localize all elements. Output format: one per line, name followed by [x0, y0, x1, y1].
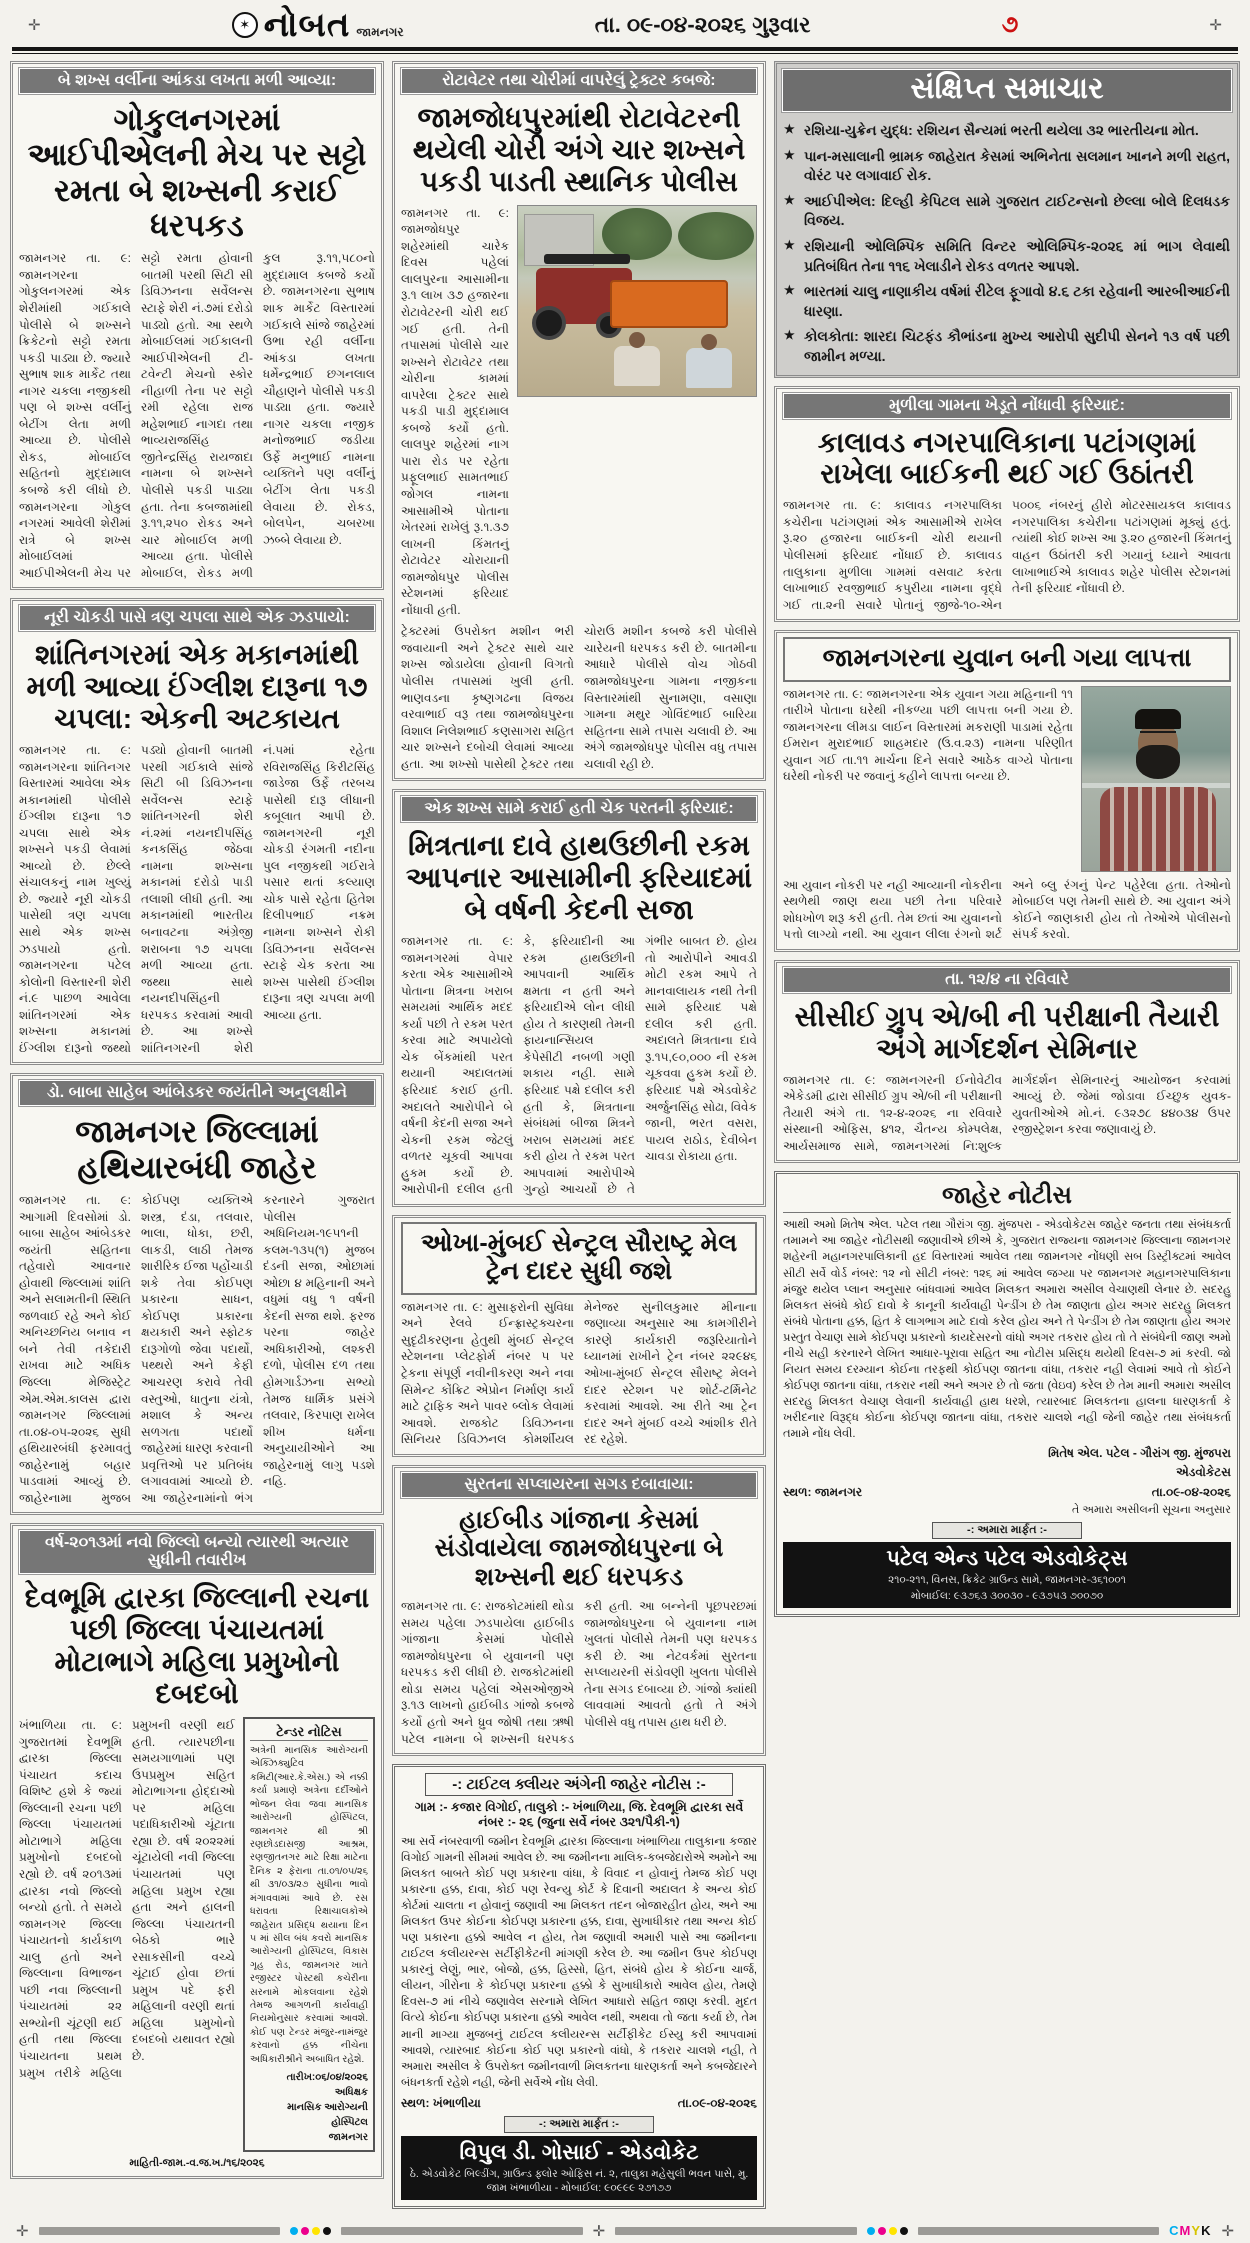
page-columns	[10, 61, 1240, 2217]
notice-place: સ્થળ: ખંભાળીયા	[401, 2095, 481, 2110]
tender-notice-box	[243, 1717, 375, 2152]
article-headline: મિત્રતાના દાવે હાથઉછીની રકમ આપનાર આસામીની ફરિયાદમાં બે વર્ષની કેદની સજા	[405, 830, 753, 926]
photo-person-head-shape	[701, 334, 717, 350]
newspaper-logo-text: નોબત	[263, 5, 351, 44]
article-ipl-betting	[10, 61, 384, 590]
title-clear-public-notice	[392, 1764, 766, 2209]
registration-mark-icon: ✛	[1209, 17, 1222, 34]
article-headline: હાઈબીડ ગાંજાના કેસમાં સંડોવાયેલા જામજોધપુરના બે શખ્સની થઈ ધરપકડ	[434, 1505, 724, 1591]
advocate-name: વિપુલ ડી. ગોસાઈ - એડવોકેટ	[459, 2140, 699, 2164]
article-weapons-ban	[10, 1073, 384, 1515]
nobat-logo-emblem-icon: ✶	[232, 12, 258, 38]
article-ganja-arrests	[392, 1465, 766, 1756]
registration-mark-icon: ✛	[16, 2222, 29, 2240]
article-kicker: બે શખ્સ વર્લીના આંકડા લખતા મળી આવ્યા:	[19, 68, 375, 94]
photo-tree-shape	[602, 208, 672, 260]
notice-via-label: -: અમારા માર્ફત :-	[504, 2116, 654, 2133]
photo-wheel-shape	[532, 306, 566, 340]
article-body-continued: આ યુવાન નોકરી પર નહી આવ્યાની નોકરીના સ્થળેથી જાણ થયા પછી તેના પરિવારે શોધખોળ શરૂ કરી હતી. તેમ છતાં આ યુવાનનો પત્તો લાગ્યો નથી. આ યુવાન લીલા રંગનો શર્ટ અને બ્લુ રંગનું પેન્ટ પહેરેલા હતા. તેઓનો મોબાઈલ પણ તેમની સાથે છે. આ યુવાન અંગે કોઈને જાણકારી હોય તો તેઓએ પોલીસનો સંપર્ક કરવો.	[783, 877, 1231, 942]
article-headline: દેવભૂમિ દ્વારકા જિલ્લાની રચના પછી જિલ્લા પંચાયતમાં મોટાભાગે મહિલા પ્રમુખોનો દબદબો	[24, 1582, 370, 1710]
cmyk-dots-icon	[290, 2227, 331, 2235]
article-kicker: એક શખ્સ સામે કરાઈ હતી ચેક પરતની ફરિયાદ:	[401, 796, 757, 822]
notice-title: -: ટાઈટલ ક્લીયર અંગેની જાહેર નોટીસ :-	[425, 1773, 733, 1796]
yellow-dot	[312, 2227, 320, 2235]
photo-person-head-shape	[629, 332, 645, 348]
article-body: જામનગર તા. ૯: કાલાવડ નગરપાલિકા કચેરીના પટાંગણમાં એક આસામીએ રાખેલ રૂ.૨૦ હજારના બાઈકની ચોરી થયાની પોલીસમાં ફરિયાદ નોંધાઈ છે. કાલાવડ તાલુકાના મુળીલા ગામમાં વસવાટ કરતા લાખાભાઈ રવજીભાઈ કપુરીયા નામના વૃદ્ધે ગઈ તા.૨ની સવારે પોતાનું જીજે-૧૦-એન ૫૦૦૬ નંબરનું હીરો મોટરસાયકલ કાલાવડ નગરપાલિકા કચેરીના પટાંગણમાં મૂક્યું હતું. ત્યાંથી કોઈ શખ્સ આ રૂ.૨૦ હજારની કિંમતનું વાહન ઉઠાંતરી કરી ગયાનું ધ્યાને આવતા લાખાભાઈએ કાલાવડ શહેર પોલીસ સ્ટેશનમાં તેની ફરિયાદ નોંધાવી છે.	[783, 498, 1231, 612]
photo-person-shirt-shape	[1100, 787, 1216, 871]
article-kicker: ડો. બાબા સાહેબ આંબેડકર જયંતીને અનુલક્ષીને	[19, 1080, 375, 1106]
advocate-box	[783, 1542, 1231, 1608]
notice-title: જાહેર નોટીસ	[783, 1180, 1231, 1213]
cmyk-label: CMYK	[1169, 2223, 1212, 2239]
magenta-dot	[878, 2227, 886, 2235]
notice-signatories-role: એડવોકેટસ	[1176, 1464, 1231, 1479]
article-cheque-return-case	[392, 789, 766, 1206]
article-kicker: સુરતના સપ્લાયરના સગડ દબાવાયા:	[401, 1472, 757, 1498]
brief-news-item: ★ રશિયા-યુક્રેન યુદ્ધ: રશિયન સૈન્યમાં ભરતી થયેલા ૩૨ ભારતીયના મોત.	[782, 118, 1232, 144]
public-notice-box	[774, 1171, 1240, 1617]
notice-property-details: ગામ :- કજાર વિગોઈ, તાલુકો :- ખંભાળિયા, જિ. દેવભૂમિ દ્વારકા સર્વે નંબર :- ૨૬ (જુના સર્વે નંબર ૩૨૧/પૈકી-૧)	[414, 1800, 744, 1830]
tender-signatory: અધિક્ષક	[334, 2087, 368, 2099]
article-kicker: મુળીલા ગામના ખેડૂતે નોંધાવી ફરિયાદ:	[783, 393, 1231, 419]
article-headline: ગોકુલનગરમાં આઈપીએલની મેચ પર સટ્ટો રમતા બે શખ્સની કરાઈ ધરપકડ	[27, 102, 367, 243]
article-body: જામનગર તા. ૯: મુસાફરોની સુવિધા અને રેલવે ઈન્ફ્રાસ્ટ્રક્ચરના સુદૃઢીકરણના હેતુથી મુંબઈ સેન્ટ્રલ સ્ટેશનના પ્લેટફોર્મ નંબર ૫ પર ટ્રેકના સંપૂર્ણ નવીનીકરણ અને નવા સિમેન્ટ કોંક્રિટ એપ્રોન નિર્માણ કાર્ય માટે ટ્રાફિક અને પાવર બ્લોક લેવામાં આવશે. રાજકોટ ડિવિઝનના સિનિયર ડિવિઝનલ કોમર્શીયલ મેનેજર સુનીલકુમાર મીનાના જણાવ્યા અનુસાર આ કામગીરીને કારણે કાર્યકારી જરૂરિયાતોને ધ્યાનમાં રાખીને ટ્રેન નંબર ૨૨૯૪૬ ઓખા-મુંબઈ સેન્ટ્રલ સૌરાષ્ટ્ર મેલને દાદર સ્ટેશન પર શોર્ટ-ટર્મિનેટ કરવામાં આવશે. આ રીતે આ ટ્રેન દાદર અને મુંબઈ વચ્ચે આંશીક રીતે રદ રહેશે.	[401, 1299, 757, 1447]
newspaper-logo	[232, 6, 404, 45]
article-headline: ઓખા-મુંબઈ સેન્ટ્રલ સૌરાષ્ટ્ર મેલ ટ્રેન દાદર સુધી જશે	[401, 1222, 757, 1295]
magenta-dot	[301, 2227, 309, 2235]
photo-tractor-canopy-shape	[544, 254, 630, 264]
print-bar	[918, 2227, 1160, 2235]
article-headline: સીસીઈ ગ્રુપ એ/બી ની પરીક્ષાની તૈયારી અંગે માર્ગદર્શન સેમિનાર	[794, 1000, 1220, 1064]
brief-news-box	[774, 61, 1240, 378]
advocate-address: ૨૧૦-૨૧૧, વિનસ, ક્રિકેટ ગ્રાઉન્ડ સામે, જામનગર-૩૬૧૦૦૧	[888, 1573, 1126, 1586]
article-headline: જામનગરના યુવાન બની ગયા લાપત્તા	[783, 637, 1231, 682]
article-body: જામનગર તા. ૯: રાજકોટમાંથી થોડા સમય પહેલા ઝડપાયેલા હાઈબીડ ગાંજાના કેસમાં પોલીસે જામજોધપુરના બે યુવાનની પણ ધરપકડ કરી લીધી છે. રાજકોટમાંથી થોડા સમય પહેલાં એસઓજીએ રૂ.૧૩ લાખનો હાઈબીડ ગાંજો કબજે કર્યો હતો અને ધ્રુવ જોષી તથા ઋષી પટેલ નામના બે શખ્સની ધરપકડ કરી હતી. આ બન્નેની પૂછપરછમાં જામજોધપુરના બે યુવાનના નામ ખુલતાં પોલીસે તેમની પણ ધરપકડ કરી છે. આ નેટવર્કમાં સુરતના સપ્લાયરની સંડોવણી ખુલતા પોલીસે તેના સગડ દબાવ્યા છે. ગાંજો ક્યાંથી લાવવામાં આવતો હતો તે અંગે પોલીસે વધુ તપાસ હાથ ધરી છે.	[401, 1599, 757, 1746]
info-dept-reference: માહિતી-જામ.-વ.જ.ખ./૧૬/૨૦૨૬	[129, 2157, 265, 2170]
photo-beard-shape	[1136, 745, 1180, 779]
article-body: જામનગર તા. ૯: જામનગરની ઈનોવેટીવ એકેડમી દ્વારા સીસીઈ ગ્રુપ એ/બી ની પરીક્ષાની તૈયારી અંગે તા. ૧૨-૪-૨૦૨૬ ના રવિવારે સંસ્થાની ઓફિસ, ૪૧૨, ચૈતન્ય કોમ્પલેક્ષ, આર્યસમાજ સામે, જામનગરમાં નિ:શુલ્ક માર્ગદર્શન સેમિનારનું આયોજન કરવામાં આવ્યું છે. જેમાં જોડાવા ઈચ્છુક યુવક-યુવતીઓએ મો.નં. ૯૩૨૭૮ ૪૪૦૩૪ ઉપર રજીસ્ટ્રેશન કરવા જણાવાયું છે.	[783, 1072, 1231, 1153]
article-kalavad-bike-theft	[774, 386, 1240, 623]
article-kicker: રોટાવેટર તથા ચોરીમાં વાપરેલું ટ્રેક્ટર કબજે:	[401, 68, 757, 94]
left-column	[10, 61, 384, 2187]
article-kicker: નૂરી ચોકડી પાસે ત્રણ ચપલા સાથે એક ઝડપાયો:	[19, 605, 375, 631]
article-body: જામનગર તા. ૯: જામનગરના ગોકુલનગરમાં એક શેરીમાંથી ગઈકાલે પોલીસે બે શખ્સને ક્રિકેટનો સટ્ટો રમતા પકડી પાડ્યા છે. જ્યારે સુભાષ શાક માર્કેટ તથા નાગર ચકલા નજીકથી પણ બે શખ્સ વર્લીનું બેટીંગ લેતા મળી આવ્યા છે. પોલીસે રોકડ, મોબાઈલ સહિતનો મુદ્દામાલ કબજે કરી લીધો છે. જામનગરના ગોકુલ નગરમાં આવેલી શેરીમાં રાત્રે બે શખ્સ મોબાઈલમાં આઈપીએલની મેચ પર સટ્ટો રમતા હોવાની બાતમી પરથી સિટી સી ડિવિઝનના સર્વેલન્સ સ્ટાફે શેરી નં.૭માં દરોડો પાડ્યો હતો. આ સ્થળે મોબાઈલમાં ગઈકાલની આઈપીએલની ટી-ટવેન્ટી મેચનો સ્કોર નીહાળી તેના પર સટ્ટો રમી રહેલા રાજ મહેશભાઈ નાગદા તથા ભાવ્યરાજસિંહ જીતેન્દ્રસિંહ રાયજાદા નામના બે શખ્સને પોલીસે પકડી પાડ્યા હતા. તેના કબજામાંથી રૂ.૧૧,૨૫૦ રોકડ અને ચાર મોબાઈલ મળી આવ્યા હતા. પોલીસે મોબાઈલ, રોકડ મળી કુલ રૂ.૧૧,૫૮૦નો મુદ્દામાલ કબજે કર્યો છે. જામનગરના સુભાષ શાક માર્કેટ વિસ્તારમાં ગઈકાલે સાંજે જાહેરમાં ઉભા રહી વર્લીના આંકડા લખતા ધર્મેન્દ્રભાઈ છગનલાલ ચૌહાણને પોલીસે પકડી પાડ્યા હતા. જ્યારે નાગર ચકલા નજીક મનોજભાઈ જડીયા ઉર્ફે મનુભાઈ નામના વ્યક્તિને પણ વર્લીનું બેટીંગ લેતા પકડી લેવાયા છે. રોકડ, બોલપેન, ચબરખા ઝબ્બે લેવાયા છે.	[19, 251, 375, 580]
middle-column	[392, 61, 766, 2217]
black-dot	[900, 2227, 908, 2235]
article-headline: જામનગર જિલ્લામાં હથિયારબંધી જાહેર	[75, 1114, 319, 1185]
missing-person-photo	[1081, 686, 1231, 872]
article-missing-youth	[774, 630, 1240, 952]
article-body: જામનગર તા. ૯: આગામી દિવસોમાં ડો. બાબા સાહેબ આંબેડકર જયંતી સહિતના તહેવારો આવનાર હોવાથી જિલ્લામાં શાંતિ અને સલામતીની સ્થિતિ જળવાઈ રહે અને કોઈ અનિચ્છનિય બનાવ ન બને તેવી તકેદારી રાખવા માટે અધિક જિલ્લા મેજિસ્ટ્રેટ એમ.એમ.કાલસ દ્વારા જામનગર જિલ્લામાં તા.૦૪-૦૫-૨૦૨૬ સુધી હથિયારબંધી ફરમાવતું જાહેરનામું બહાર પાડવામાં આવ્યું છે. જાહેરનામા મુજબ કોઈપણ વ્યક્તિએ શસ્ત્ર, દંડા, તલવાર, ભાલા, ધોકા, છરી, લાકડી, લાઠી તેમજ શારીરિક ઈજા પહોંચાડી શકે તેવા કોઈપણ પ્રકારના સાધન, કોઈપણ પ્રકારના ક્ષયકારી અને સ્ફોટક દારૂગોળો જેવા પદાર્થો, પથ્થરો અને કેફી આચરણ કરાવે તેવી વસ્તુઓ, ધાતુના યંત્રો, મશાલ કે અન્ય સળગતા પદાર્થો જાહેરમાં ધારણ કરવાની પ્રવૃત્તિઓ પર પ્રતિબંધ લગાવવામાં આવ્યો છે. આ જાહેરનામાંનો ભંગ કરનારને ગુજરાત પોલીસ અધિનિયમ-૧૯૫૧ની કલમ-૧૩૫(૧) મુજબ દંડની સજા, ઓછામાં ઓછા ૪ મહિનાની અને વધુમાં વધુ ૧ વર્ષની કેદની સજા થશે. ફરજ પરના જાહેર અધિકારીઓ, લશ્કરી દળો, પોલીસ દળ તથા હોમગાર્ડઝના સભ્યો તેમજ ધાર્મિક પ્રસંગે તલવાર, કિરપાણ રાખેલ શીખ ધર્મના અનુયાયીઓને આ જાહેરનામું લાગુ પડશે નહિ.	[19, 1193, 375, 1505]
photo-cap-shape	[1135, 709, 1181, 729]
brief-news-item: ★ ભારતમાં ચાલુ નાણાકીય વર્ષમાં રીટેલ ફૂગાવો ૪.૬ ટકા રહેવાની આરબીઆઈની ધારણા.	[782, 279, 1232, 324]
photo-tree-shape	[678, 212, 754, 260]
brief-news-item: ★ પાન-મસાલાની ભ્રામક જાહેરાત કેસમાં અભિનેતા સલમાન ખાનને મળી રાહત, વોરંટ પર લગાવાઈ રોક.	[782, 144, 1232, 189]
photo-rotavator-shape	[610, 280, 728, 328]
tender-city: જામનગર	[328, 2132, 368, 2144]
article-kicker: તા. ૧૨/૪ ના રવિવારે	[783, 967, 1231, 993]
print-bar	[39, 2227, 281, 2235]
brief-news-title: સંક્ષિપ્ત સમાચાર	[782, 69, 1232, 112]
photo-person-shape	[614, 346, 660, 386]
article-body: જામનગર તા. ૯: જામનગરના એક યુવાન ગયા મહિનાની ૧૧ તારીખે પોતાના ઘરેથી નીકળ્યા પછી લાપત્તા બની ગયા છે. જામનગરના લીમડા લાઈન વિસ્તારમાં મકરાણી પાડામાં રહેતા ઈમરાન મુરાદભાઈ શાહમદાર (ઉ.વ.૨૩) નામના પરિણીત યુવાન ગઈ તા.૧૧ માર્ચના દિને સવારે આઠેક વાગ્યે પોતાના ઘરેથી નોકરી પર જવાનું કહીને લાપત્તા બન્યા છે.	[783, 686, 1073, 784]
notice-date: તા.૦૯-૦૪-૨૦૨૬	[1151, 1484, 1231, 1499]
article-headline: શાંતિનગરમાં એક મકાનમાંથી મળી આવ્યા ઈંગ્લીશ દારૂના ૧૭ ચપલા: એકની અટકાયત	[26, 639, 368, 735]
tender-org: માનસિક આરોગ્યની હોસ્પિટલ	[287, 2102, 368, 2129]
cmyk-dots-icon	[867, 2227, 908, 2235]
article-body: જામનગર તા. ૯: જામનગરના શાંતિનગર વિસ્તારમાં આવેલા એક મકાનમાંથી પોલીસે ઈંગ્લીશ દારૂના ૧૭ ચપલા સાથે એક શખ્સને પકડી લેવામાં આવ્યો છે. છેલ્લે સંચાલકનું નામ ખુલ્યું છે. જ્યારે નૂરી ચોકડી પાસેથી ત્રણ ચપલા સાથે એક શખ્સ ઝડપાયો હતો. જામનગરના પટેલ કોલોની વિસ્તારની શેરી નં.૯ પાછળ આવેલા શાંતિનગરમાં એક શખ્સના મકાનમાં ઈંગ્લીશ દારૂનો જથ્થો પડ્યો હોવાની બાતમી પરથી ગઈકાલે સાંજે સિટી બી ડિવિઝનના સર્વેલન્સ સ્ટાફે શાંતિનગરની શેરી નં.૨માં નયનદીપસિંહ કનકસિંહ જેઠવા નામના શખ્સના મકાનમાં દરોડો પાડી તલાશી લીધી હતી. આ મકાનમાંથી ભારતીય બનાવટના અંગ્રેજી શરાબના ૧૭ ચપલા મળી આવ્યા હતા. જથ્થા સાથે નયનદીપસિંહની ધરપકડ કરવામાં આવી છે. આ શખ્સે શાંતિનગરની શેરી નં.૫માં રહેતા રવિરાજસિંહ કિરીટસિંહ જાડેજા ઉર્ફે તરબચ પાસેથી દારૂ લીધાની કબૂલાત આપી છે. જામનગરની નૂરી ચોકડી રંગમતી નદીના પુલ નજીકથી ગઈરાત્રે પસાર થતાં કલ્યાણ ચોક પાસે રહેતા હિતેશ દિલીપભાઈ નક્રમ નામના શખ્સને રોકી ડિવિઝનના સર્વેલન્સ સ્ટાફે ચેક કરતા આ શખ્સ પાસેથી ઈંગ્લીશ દારૂના ત્રણ ચપલા મળી આવ્યા હતા.	[19, 742, 375, 1055]
print-bar	[615, 2227, 857, 2235]
brief-news-item: ★ કોલકોતા: શારદા ચિટફંડ કૌભાંડના મુખ્ય આરોપી સુદીપી સેનને ૧૩ વર્ષ પછી જામીન મળ્યા.	[782, 324, 1232, 369]
article-dwarka-panchayat	[10, 1523, 384, 2179]
brief-news-item: ★ આઈપીએલ: દિલ્હી કેપિટલ સામે ગુજરાત ટાઈટન્સનો છેલ્લા બોલે દિલધડક વિજય.	[782, 189, 1232, 234]
print-bar	[341, 2227, 583, 2235]
article-headline: કાલાવડ નગરપાલિકાના પટાંગણમાં રાખેલા બાઈકની થઈ ગઈ ઉઠાંતરી	[817, 426, 1197, 490]
masthead-rule	[12, 47, 1238, 54]
print-registration-strip	[10, 2223, 1240, 2239]
notice-place: સ્થળ: જામનગર	[783, 1484, 863, 1499]
masthead	[10, 3, 1240, 47]
article-headline: જામજોધપુરમાંથી રોટાવેટરની થયેલી ચોરી અંગે ચાર શખ્સને પકડી પાડતી સ્થાનિક પોલીસ	[412, 102, 746, 197]
article-saurashtra-mail-train	[392, 1215, 766, 1457]
advocate-address: ઠે. એડવોકેટ બિલ્ડીંગ, ગ્રાઉન્ડ ફ્લોર ઓફિસ નં. ૨, તાલુકા મહેસુલી ભવન પાસે, મુ. જામ ખંભાળીયા - મોબાઈલ: ૯૦૯૯૯ ૨૭૧૭૭	[409, 2167, 749, 2194]
notice-date: તા.૦૯-૦૪-૨૦૨૬	[677, 2095, 757, 2110]
registration-mark-icon: ✛	[28, 17, 41, 34]
article-rotavator-theft	[392, 61, 766, 781]
advocate-mobile: મોબાઈલ: ૯૩૭૬૩ ૩૦૦૩૦ - ૯૩૭૫૩ ૭૦૦૭૦	[910, 1590, 1104, 1603]
cyan-dot	[290, 2227, 298, 2235]
right-column	[774, 61, 1240, 1625]
article-body-continued: ટ્રેક્ટરમાં ઉપરોક્ત મશીન ભરી જવાયાની અને ટ્રેક્ટર સાથે ચાર શખ્સ જોડાયેલા હોવાની વિગતો પોલીસ તપાસમાં ખુલી હતી. ભાણવડના કૃષ્ણગઢના વિજય વરવાભાઈ વરૂ તથા જામજોધપુરના વિશાલ નિલેશભાઈ કણસાગરા સહિત ચાર શખ્સને દબોચી લેવામાં આવ્યા હતા. આ શખ્સો પાસેથી ટ્રેક્ટર તથા ચોરાઉ મશીન કબજે કરી પોલીસે ચારેયની ધરપકડ કરી છે. બાતમીના આધારે પોલીસે વોચ ગોઠવી જામજોધપુરના ગામના નજીકના વિસ્તારમાંથી સુનામણા, વસાણા ગામના મથુર ગોવિંદભાઈ બારિયા સહિતના સામે તપાસ ચલાવી છે. આ અંગે જામજોધપુર પોલીસ વધુ તપાસ ચલાવી રહી છે.	[401, 624, 757, 771]
yellow-dot	[889, 2227, 897, 2235]
advocate-firm-name: પટેલ એન્ડ પટેલ એડવોકેટ્સ	[886, 1546, 1128, 1570]
edition-date: તા. ૦૯-૦૪-૨૦૨૬ ગુરૂવાર	[594, 12, 811, 37]
cyan-dot	[867, 2227, 875, 2235]
tender-notice-signature	[250, 2070, 368, 2145]
article-body: જામનગર તા. ૯: જામજોધપુર શહેરમાંથી ચારેક દિવસ પહેલાં લાલપુરના આસામીના રૂ.૧ લાખ ૩૭ હજારના રોટાવેટરની ચોરી થઈ ગઈ હતી. તેની તપાસમાં પોલીસે ચાર શખ્સને રોટાવેટર તથા ચોરીના કામમાં વાપરેલા ટ્રેક્ટર સાથે પકડી પાડી મુદ્દામાલ કબજે કર્યો હતો. લાલપુર શહેરમાં નાગ પારા રોડ પર રહેતા પ્રફૂલભાઈ સામતભાઈ જોગલ નામના આસામીએ પોતાના ખેતરમાં રાખેલું રૂ.૧.૩૭ લાખની કિંમતનું રોટાવેટર ચોરાયાની જામજોધપુર પોલીસ સ્ટેશનમાં ફરિયાદ નોંધાવી હતી.	[401, 205, 509, 617]
photo-glasses-shape	[1140, 731, 1176, 739]
advocate-box	[401, 2136, 757, 2200]
newspaper-logo-city: જામનગર	[356, 24, 404, 39]
notice-body: આથી અમો મિતેષ એલ. પટેલ તથા ગૌરાંગ જી. મુંજપરા - એડવોકેટસ જાહેર જનતા તથા સંબંધકર્તા તમામને આ જાહેર નોટીસથી જણાવીએ છીએ કે, ગુજરાત રાજ્યના જામનગર જિલ્લાના જામનગર શહેરની મહાનગરપાલિકાની હદ વિસ્તારમાં આવેલ તથા જામનગર નોંધણી સબ ડિસ્ટ્રીક્ટમાં આવેલ સીટી સર્વે વોર્ડ નંબર: ૧૨ નો સીટી નંબર: ૧૨૬ માં આવેલ જગ્યા પર જામનગર મહાનગરપાલિકાના મંજુર થયેલ પ્લાન અનુસાર બાંધવામાં આવેલ મિલકત અમારા અસીલ વેચાણથી લેનાર છે. સદરહુ મિલકત સંબંધે કોઈ દાવો કે કાનૂની કાર્યવાહી પેન્ડીંગ છે તેમ જાણતા હોય અગર સદરહુ મિલકત સંબંધે પોતાના હક્ક, હિત કે લાગભાગ માટે દાવો કરેલ હોય અને તે પેન્ડીંગ છે તેમ જાણતા હોય અગર પ્રસ્તુત વેચાણ સામે કોઈપણ પ્રકારનો કાયદેસરનો વાંધો અગર તકરાર હોય તો તે સંબંધેની જાણ અમો નીચે સહી કરનારને લેખિત આધાર-પૂરાવા સહિત આ નોટીસ પ્રસિદ્ધ થયેથી દિવસ-૭ માં કરવી. જો નિયત સમય દરમ્યાન કોઈના તરફથી કોઈપણ જાતના વાંધા, તકરાર નહી લેવામાં આવે તો કોઈને કોઈપણ જાતના વાંધા, તકરાર નથી અને અગર છે તો જતા (વેઇવ) કરેલ છે તેમ માની અમારા અસીલ સદરહુ મિલકત વેચાણ લેવાની કાર્યવાહી હાથ ધરશે, ત્યારબાદ મિલકતના હાલના ધારણકર્તા કે ખરીદનાર વિરૂદ્ધ કોઈના કોઈપણ જાતના વાંધા, તકરાર ચાલશે નહી જેની જાહેર તથા સંબંધકર્તા તમામે નોંધ લેવી.	[783, 1219, 1231, 1440]
article-kicker: વર્ષ-૨૦૧૩માં નવો જિલ્લો બન્યો ત્યારથી અત્યાર સુધીની તવારીખ	[19, 1530, 375, 1574]
notice-body: આ સર્વે નંબરવાળી જમીન દેવભૂમિ દ્વારકા જિલ્લાના ખંભાળિયા તાલુકાના કજાર વિગોઈ ગામની સીમમાં આવેલ છે. આ જમીનના માલિક-કબજેદારોએ અમોને આ મિલકત બાબતે કોઈ પણ પ્રકારના વાંધા, કે વિવાદ ન હોવાનું તેમજ કોઈ પણ પ્રકારના હક્ક, દાવા, કોઈ પણ રેવન્યુ કોર્ટ કે દિવાની અદાલત કે અન્ય કોઈ કોર્ટમાં ચાલતા ન હોવાનું જણાવી આ મિલકત તદન બોજારહીત હોય, અને આ મિલકત ઉપર કોઈના કોઈપણ પ્રકારના હક્ક, દાવા, સુખાધીકાર તથા અન્ય કોઈ પણ પ્રકારના હક્કો આવેલ ન હોય, તેમ જણાવી અમારી પાસે આ જમીનના ટાઈટલ કલીયરન્સ સર્ટીફીકેટની માંગણી કરેલ છે. આ જમીન ઉપર કોઈપણ પ્રકારનું લેણું, ભાર, બોજો, હક્ક, હિસ્સો, હિત, સંબંધે હોય કે કોઈના ચાર્જ, લીયન, ગીરોના કે કોઈપણ પ્રકારના હક્કો કે સુખાધીકારો આવેલ હોય, તેમણે દિવસ-૭ માં નીચે જણાવેલ સરનામે લેખિત આધારો સહિત જાણ કરવી. મુદત વિત્યે કોઈના કોઈપણ પ્રકારના હક્કો આવેલ નથી, અથવા તો જતા કર્યા છે, તેમ માની માગ્યા મુજબનું ટાઈટલ કલીયરન્સ સર્ટીફીકેટ ઈસ્યુ કરી આપવામાં આવશે, ત્યારબાદ કોઈના કોઈ પણ પ્રકારનો વાંધો, કે તકરાર ચાલશે નહી, તે અમારા અસીલ કે ઉપરોક્ત જમીનવાળી મિલકતના ધારણકર્તા અને કબજેદારને બંધનકર્તા રહેશે નહી, જેની સર્વેએ નોંધ લેવી.	[401, 1836, 757, 2089]
rotavator-seizure-photo	[517, 205, 757, 397]
brief-news-item: ★ રશિયાની ઓલિમ્પિક સમિતિ વિન્ટર ઓલિમ્પિક-૨૦૨૬ માં ભાગ લેવાથી પ્રતિબંધિત તેના ૧૧૬ ખેલાડીને રોકડ વળતર આપશે.	[782, 234, 1232, 279]
article-english-liquor	[10, 598, 384, 1065]
tender-notice-title: ટેન્ડર નોટિસ	[250, 1724, 368, 1741]
notice-via-label: -: અમારા માર્ફત :-	[932, 1522, 1082, 1539]
registration-mark-icon: ✛	[1221, 2222, 1235, 2240]
notice-client-note: તે અમારા અસીલની સૂચના અનુસાર	[1072, 1503, 1231, 1516]
registration-mark-icon: ✛	[592, 2222, 606, 2240]
article-body: જામનગર તા. ૯: જામનગરમાં વેપાર કરતા એક આસામીએ પોતાના મિત્રના ખરાબ સમયમાં આર્થિક મદદ કર્યા પછી તે રકમ પરત કરવા માટે અપાયેલો ચેક બેંકમાંથી પરત થયાની અદાલતમાં ફરિયાદ કરાઈ હતી. અદાલતે આરોપીને બે વર્ષની કેદની સજા અને ચેકની રકમ જેટલું વળતર ચૂકવી આપવા હુકમ કર્યો છે. આરોપીની દલીલ હતી કે, ફરિયાદીની આ રકમ હાથઉછીની આપવાની આર્થિક ક્ષમતા ન હતી અને ફરિયાદીએ લોન લીધી હોય તે કારણથી તેમની ફાયનાન્સિયલ કેપેસીટી નબળી ગણી શકાય નહી. સામે ફરિયાદ પક્ષે દલીલ કરી હતી કે, મિત્રતાના સંબંધમાં બીજા મિત્રને ખરાબ સમયમાં મદદ કરી હોય તે રકમ પરત આપવામાં આરોપીએ ગુન્હો આચર્યો છે તે ગંભીર બાબત છે. હોય તો આરોપીને આવડી મોટી રકમ આપે તે માનવાલાયક નથી તેની સામે ફરિયાદ પક્ષે દલીલ કરી હતી. અદાલતે મિત્રતાના દાવે રૂ.૧૫,૯૦,૦૦૦ ની રકમ ચૂકવવા હુકમ કર્યો છે. ફરિયાદ પક્ષે એડવોકેટ અર્જુનસિંહ સોઢા, વિવેક જાની, ભરત વસરા, પાયલ રાઠોડ, દેવીબેન ચાવડા રોકાયા હતા.	[401, 934, 757, 1197]
tender-date: તારીખ:૦૬/૦૪/૨૦૨૬	[286, 2072, 368, 2084]
photo-person-shape	[686, 348, 732, 388]
tender-notice-body: અત્રેની માનસિક આરોગ્યની એક્ઝિક્યુટિવ કમિટી(આર.કે.એસ.) એ નક્કી કર્યા પ્રમાણે અત્રેના દર્દીઓને ભોજન લેવા જવા માનસિક આરોગ્યની હોસ્પિટલ, જામનગર થી શ્રી રણછોડદાસજી આશ્રમ, રણજીતનગર માટે રિક્ષા માટેના દૈનિક ૨ ફેરાના તા.૦૧/૦૫/૨૬ થી ૩૧/૦૩/૨૭ સુધીના ભાવો મંગાવવામાં આવે છે. રસ ધરાવતા રિક્ષાચાલકોએ જાહેરાત પ્રસિદ્ધ થયાના દિન ૫ માં સીલ બંધ કવરો માનસિક આરોગ્યની હોસ્પિટલ, વિકાસ ગૃહ રોડ, જામનગર ખાતે રજીસ્ટર પોસ્ટથી કચેરીના સરનામે મોકલવાના રહેશે તેમજ આગળની કાર્યવાહી નિયમોનુસાર કરવામાં આવશે. કોઈ પણ ટેન્ડર મંજુર-નામંજુર કરવાનો હક્ક નીચેના અધિકારીશ્રીને અબાધિત રહેશે.	[250, 1745, 368, 2065]
notice-signatories: મિતેષ એલ. પટેલ - ગૌરાંગ જી. મુંજપરા	[1048, 1445, 1231, 1460]
page-number: ૭	[1001, 11, 1019, 38]
article-body: ખંભાળિયા તા. ૯: ગુજરાતમાં દેવભૂમિ દ્વારકા જિલ્લા પંચાયત કદાચ વિશિષ્ટ હશે કે જ્યાં જિલ્લાની રચના પછી જિલ્લા પંચાયતમાં મોટાભાગે મહિલા પ્રમુખોનો દબદબો રહ્યો છે. વર્ષ ૨૦૧૩માં દ્વારકા નવો જિલ્લો બન્યો હતો. તે સમયે જામનગર જિલ્લા પંચાયતનો કાર્યકાળ ચાલુ હતો અને જિલ્લાના વિભાજન પછી નવા જિલ્લાની પંચાયતમાં ૨૨ સભ્યોની ચૂંટણી થઈ હતી તથા જિલ્લા પંચાયતના પ્રથમ પ્રમુખ તરીકે મહિલા પ્રમુખની વરણી થઈ હતી. ત્યારપછીના સમયગાળામાં પણ ઉપપ્રમુખ સહિત મોટાભાગના હોદ્દાઓ પર મહિલા પદાધિકારીઓ ચૂંટાતા રહ્યા છે. વર્ષ ૨૦૨૨માં ચૂંટાયેલી નવી જિલ્લા પંચાયતમાં પણ મહિલા પ્રમુખ રહ્યા હતા અને હાલની જિલ્લા પંચાયતની બેઠકો ભારે રસાકસીની વચ્ચે ચૂંટાઈ હોવા છતાં પ્રમુખ પદે ફરી મહિલાની વરણી થતાં મહિલા પ્રમુખોનો દબદબો યથાવત રહ્યો છે.	[19, 1718, 235, 2080]
article-cce-seminar	[774, 960, 1240, 1164]
black-dot	[323, 2227, 331, 2235]
